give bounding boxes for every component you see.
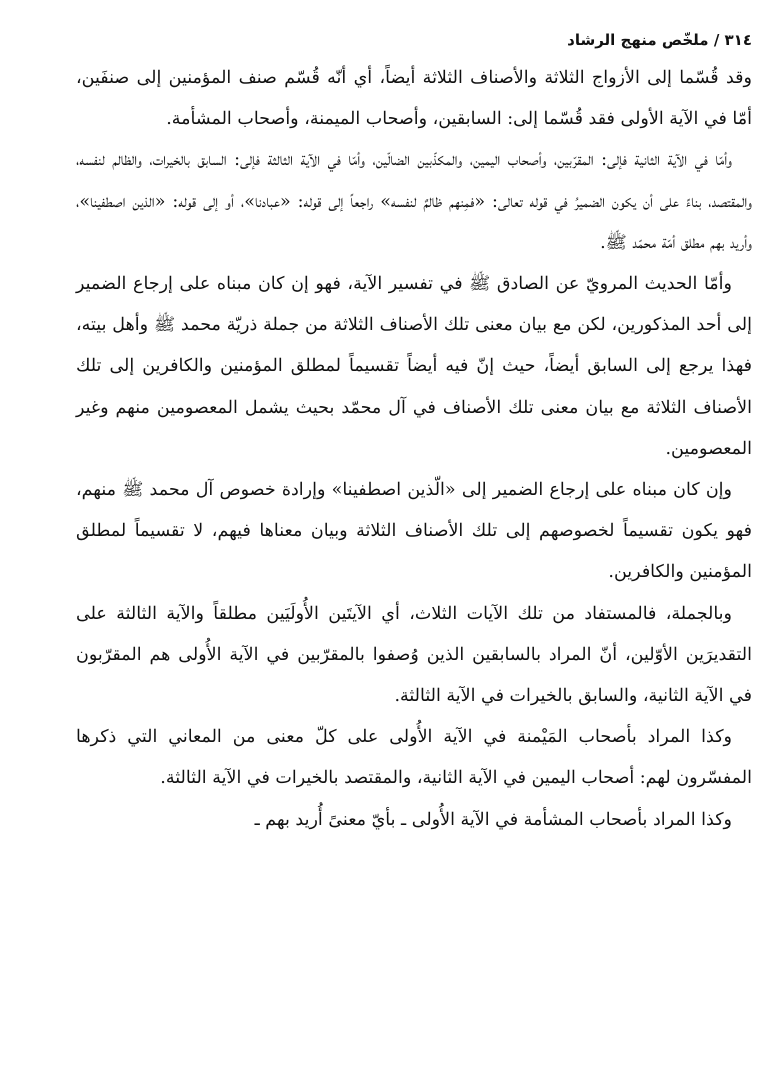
- book-title: ملخّص منهج الرشاد: [567, 31, 709, 49]
- paragraph-4: وإن كان مبناه على إرجاع الضمير إلى «الّذين اصطفينا» وإرادة خصوص آل محمد ﷺ منهم، فهو يكون تقسيماً لخصوصهم إلى تلك الأصناف الثلاثة وبيان معناها فيهم، لا تقسيماً لمطلق المؤمنين والكافرين.: [76, 480, 752, 583]
- header-separator: /: [713, 31, 720, 49]
- book-page: [76, 28, 752, 841]
- paragraph-6: وكذا المراد بأصحاب المَيْمنة في الآية الأُولى على كلّ معنى من المعاني التي ذكرها المفسّرون لهم: أصحاب اليمين في الآية الثانية، والمقتصد بالخيرات في الآية الثالثة.: [76, 727, 752, 789]
- paragraph-1: وقد قُسّما إلى الأزواج الثلاثة والأصناف الثلاثة أيضاً، أي أنّه قُسّم صنف المؤمنين إلى صنفَين، أمّا في الآية الأولى فقد قُسّما إلى: السابقين، وأصحاب الميمنة، وأصحاب المشأمة.: [76, 68, 752, 130]
- paragraph-2: وأمّا في الآية الثانية فإلى: المقرّبين، وأصحاب اليمين، والمكذّبين الضالّين، وأمّا في الآية الثالثة فإلى: السابق بالخيرات، والظالم لنفسه، والمقتصد، بناءً على أن يكون الضميرُ في قوله تعالى: «فمِنهم ظالمٌ لنفسه» راجعاً إلى قوله: «عبادنا»، أو إلى قوله: «الذين اصطفينا»، وأريد بهم مطلق أمّة محمّد ﷺ.: [76, 150, 752, 253]
- paragraph-5: وبالجملة، فالمستفاد من تلك الآيات الثلاث، أي الآيتَين الأُولَيَين مطلقاً والآية الثالثة على التقديرَين الأوّلين، أنّ المراد بالسابقين الذين وُصفوا بالمقرّبين في الآية الأُولى هم المقرّبون في الآية الثانية، والسابق بالخيرات في الآية الثالثة.: [76, 603, 752, 707]
- paragraph-3: وأمّا الحديث المرويّ عن الصادق ﷺ في تفسير الآية، فهو إن كان مبناه على إرجاع الضمير إلى أحد المذكورين، لكن مع بيان معنى تلك الأصناف الثلاثة من جملة ذريّة محمد ﷺ وأهل بيته، فهذا يرجع إلى السابق أيضاً، حيث إنّ فيه أيضاً تقسيماً لمطلق المؤمنين والكافرين إلى تلك الأصناف الثلاثة مع بيان معنى تلك الأصناف في آل محمّد بحيث يشمل المعصومين منهم وغير المعصومين.: [76, 274, 752, 459]
- page-body: [76, 58, 752, 841]
- running-header: [76, 28, 752, 58]
- page-number: ٣١٤: [724, 31, 752, 49]
- paragraph-7: وكذا المراد بأصحاب المشأمة في الآية الأُولى ـ بأيّ معنىً أُريد بهم ـ: [254, 809, 732, 830]
